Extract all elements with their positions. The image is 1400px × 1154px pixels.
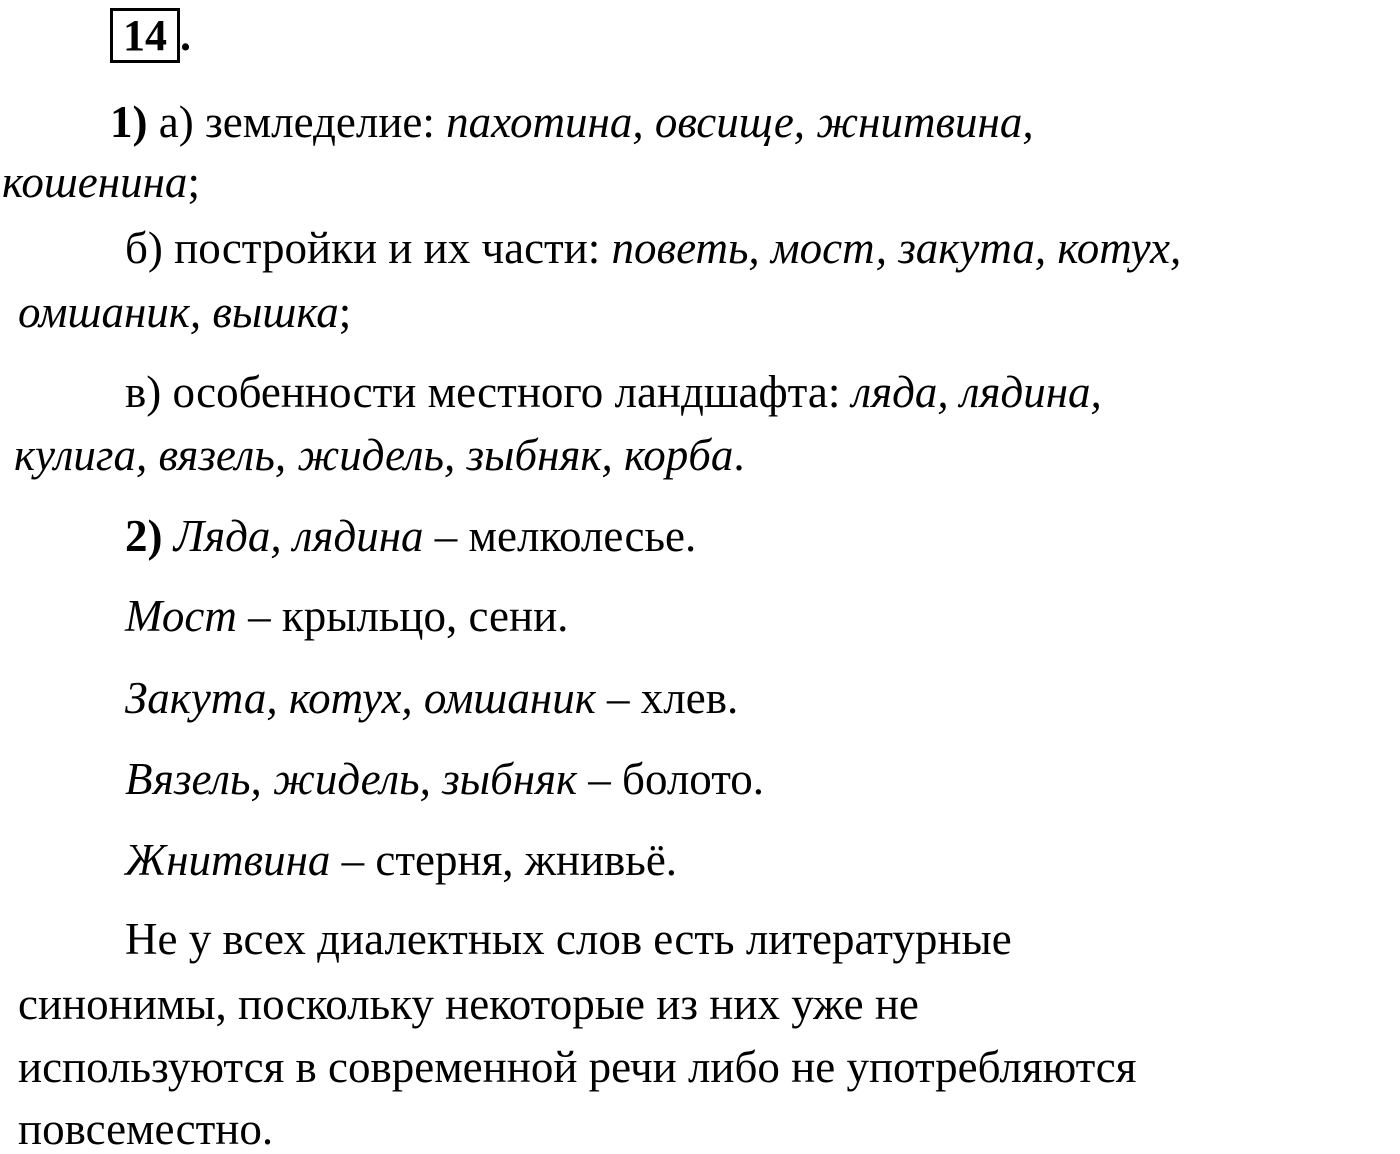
part1-b-line2 <box>18 287 352 337</box>
definition-line <box>125 673 739 723</box>
definition-line <box>125 835 678 885</box>
definition-meaning: – мелколесье. <box>423 511 697 561</box>
conclusion-line-4: повсеместно. <box>18 1104 274 1154</box>
part1-c-words-2: кулига, вязель, жидель, зыбняк, корба <box>14 430 734 480</box>
part1-a-words-2: кошенина <box>2 157 188 207</box>
part1-c-label: в) особенности местного ландшафта: <box>125 367 852 417</box>
definition-term: Вязель, жидель, зыбняк <box>125 754 578 804</box>
definition-meaning: – хлев. <box>595 673 739 723</box>
definition-term: Жнитвина <box>125 835 331 885</box>
definition-meaning: – крыльцо, сени. <box>236 591 569 641</box>
part1-c-line1 <box>125 367 1102 417</box>
part1-a-line2 <box>2 157 200 207</box>
definition-term: Закута, котух, омшаник <box>125 673 596 723</box>
part1-b-words-1: поветь, мост, закута, котух, <box>611 223 1182 273</box>
conclusion-line-2: синонимы, поскольку некоторые из них уже не <box>18 979 919 1029</box>
definition-term: Ляда, лядина <box>162 511 424 561</box>
part1-b-end: ; <box>338 287 352 337</box>
definition-line <box>125 754 765 804</box>
part1-a-end: ; <box>187 157 200 207</box>
part1-a-words-1: пахотина, овсище, жнитвина, <box>446 97 1034 147</box>
definition-line <box>125 511 697 561</box>
part1-a-line1 <box>110 97 1034 147</box>
part1-b-label: б) постройки и их части: <box>125 223 612 273</box>
conclusion-line-1: Не у всех диалектных слов есть литературные <box>125 914 1012 964</box>
part1-number: 1) <box>110 97 148 147</box>
part2-number: 2) <box>125 511 163 561</box>
definition-meaning: – стерня, жнивьё. <box>330 835 678 885</box>
task-number <box>110 8 191 63</box>
part1-c-words-1: ляда, лядина, <box>851 367 1102 417</box>
conclusion-line-3: используются в современной речи либо не употребляются <box>18 1042 1137 1092</box>
part1-a-label: а) земледелие: <box>147 97 447 147</box>
task-number-dot: . <box>180 11 191 60</box>
task-number-box: 14 <box>110 8 180 63</box>
part1-b-line1 <box>125 223 1182 273</box>
definition-meaning: – болото. <box>577 754 765 804</box>
definition-line <box>125 591 569 641</box>
definition-term: Мост <box>125 591 237 641</box>
part1-b-words-2: омшаник, вышка <box>18 287 339 337</box>
part1-c-end: . <box>733 430 745 480</box>
part1-c-line2 <box>14 430 745 480</box>
